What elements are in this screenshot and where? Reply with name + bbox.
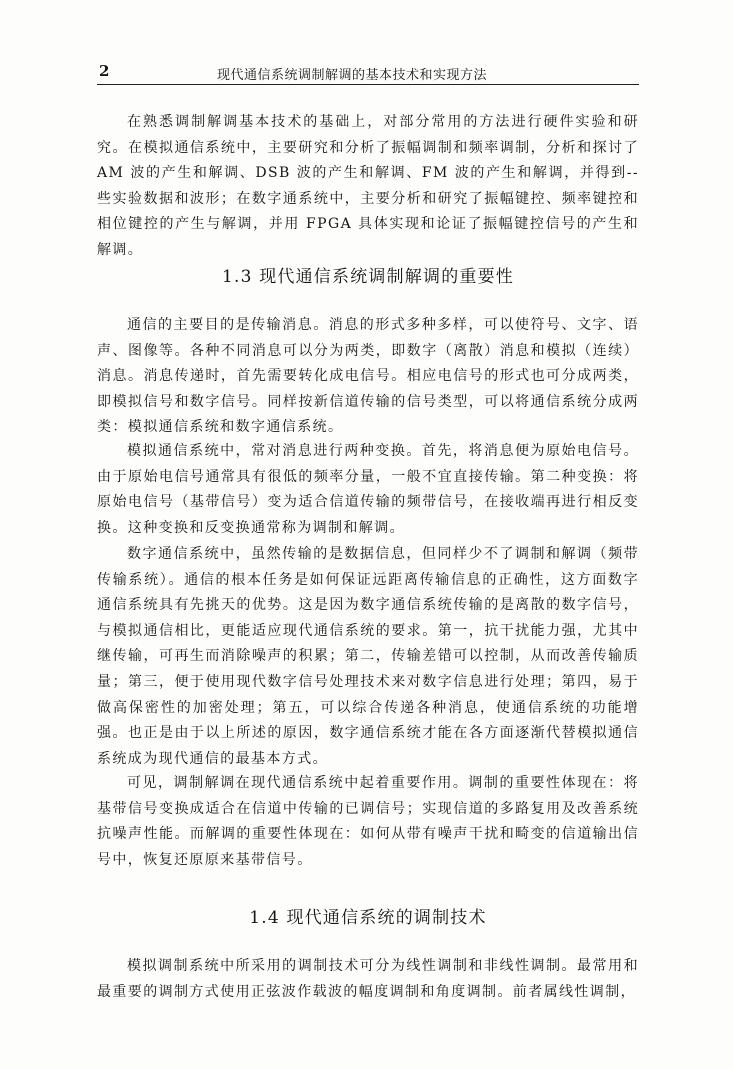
- page-number: 2: [99, 62, 110, 80]
- section-heading-1-4: 1.4 现代通信系统的调制技术: [249, 908, 487, 928]
- paragraph-analog-systems: 模拟通信系统中，常对消息进行两种变换。首先，将消息便为原始电信号。由于原始电信号通常具有很低的频率分量，一般不宜直接传输。第二种变换：将原始电信号（基带信号）变为适合信道传输的频带信号，在接收端再进行相反变换。这种变换和反变换通常称为调制和解调。: [97, 443, 639, 536]
- paragraph-modulation-importance: 可见，调制解调在现代通信系统中起着重要作用。调制的重要性体现在：将基带信号变换成适合在信道中传输的已调信号；实现信道的多路复用及改善系统抗噪声性能。而解调的重要性体现在：如何从带有噪声干扰和畸变的信道输出信号中，恢复还原原来基带信号。: [97, 775, 639, 868]
- paragraph-modulation-techniques: 模拟调制系统中所采用的调制技术可分为线性调制和非线性调制。最常用和最重要的调制方式使用正弦波作载波的幅度调制和角度调制。前者属线性调制，: [97, 958, 639, 1000]
- header-title: 现代通信系统调制解调的基本技术和实现方法: [217, 68, 488, 83]
- paragraph-digital-systems: 数字通信系统中，虽然传输的是数据信息，但同样少不了调制和解调（频带传输系统）。通信的根本任务是如何保证远距离传输信息的正确性，这方面数字通信系统具有先挑天的优势。这是因为数字通信系统传输的是离散的数字信号，与模拟通信相比，更能适应现代通信系统的要求。第一，抗干扰能力强，尤其中继传输，可再生而消除噪声的积累；第二，传输差错可以控制，从而改善传输质量；第三，便于使用现代数字信号处理技术来对数字信息进行处理；第四，易于做高保密性的加密处理；第五，可以综合传递各种消息，使通信系统的功能增强。也正是由于以上所述的原因，数字通信系统才能在各方面逐渐代替模拟通信系统成为现代通信的最基本方式。: [97, 546, 639, 767]
- running-header: [97, 62, 639, 85]
- section-heading-1-3: 1.3 现代通信系统调制解调的重要性: [221, 267, 515, 287]
- paragraph-communication-purpose: 通信的主要目的是传输消息。消息的形式多种多样，可以使符号、文字、语声、图像等。各种不同消息可以分为两类，即数字（离散）消息和模拟（连续）消息。消息传递时，首先需要转化成电信号。相应电信号的形式也可分成两类，即模拟信号和数字信号。同样按新信道传输的信号类型，可以将通信系统分成两类：模拟通信系统和数字通信系统。: [97, 317, 639, 436]
- paragraph-hardware-experiments: 在熟悉调制解调基本技术的基础上，对部分常用的方法进行硬件实验和研究。在模拟通信系统中，主要研究和分析了振幅调制和频率调制，分析和探讨了 AM 波的产生和解调、DSB 波的产生和解调、FM 波的产生和解调，并得到--些实验数据和波形；在数字通系统中，主要分析和研究了振幅键控、频率键控和相位键控的产生与解调，并用 FPGA 具体实现和论证了振幅键控信号的产生和解调。: [97, 114, 639, 258]
